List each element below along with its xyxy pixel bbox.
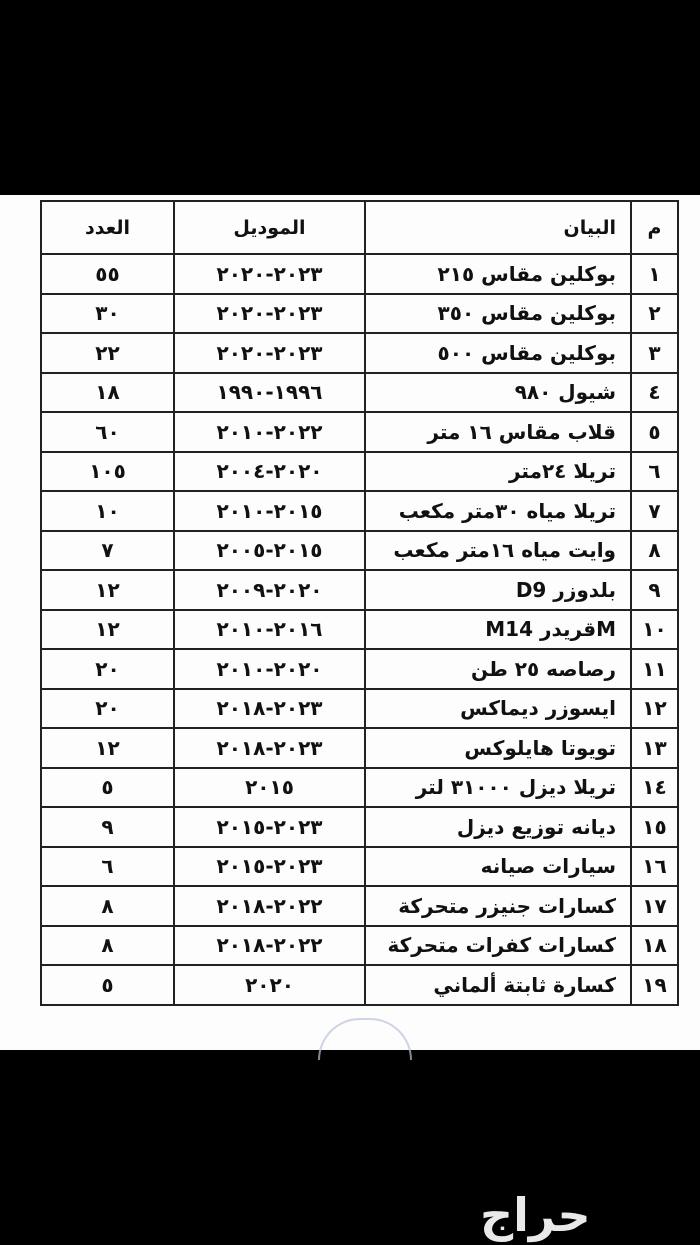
table-row <box>41 649 678 689</box>
row-description: بوكلين مقاس ٥٠٠ <box>365 333 631 373</box>
table-row <box>41 965 678 1005</box>
row-model: ٢٠٢٠ <box>174 965 365 1005</box>
row-description: سيارات صيانه <box>365 847 631 887</box>
row-count: ٦ <box>41 847 174 887</box>
row-description: بوكلين مقاس ٣٥٠ <box>365 294 631 334</box>
row-model: ٢٠٢٢-٢٠١٨ <box>174 926 365 966</box>
row-description: ديانه توزيع ديزل <box>365 807 631 847</box>
table-row <box>41 689 678 729</box>
row-description: تريلا مياه ٣٠متر مكعب <box>365 491 631 531</box>
table-row <box>41 728 678 768</box>
row-model: ٢٠٢٢-٢٠١٨ <box>174 886 365 926</box>
table-row <box>41 768 678 808</box>
table-row <box>41 333 678 373</box>
row-description: قلاب مقاس ١٦ متر <box>365 412 631 452</box>
header-index: م <box>631 201 678 254</box>
row-description: تريلا ٢٤متر <box>365 452 631 492</box>
row-description: Mقريدر M14 <box>365 610 631 650</box>
row-model: ٢٠٢٣-٢٠١٨ <box>174 689 365 729</box>
row-index: ٨ <box>631 531 678 571</box>
table-row <box>41 294 678 334</box>
row-count: ٣٠ <box>41 294 174 334</box>
row-model: ٢٠١٥-٢٠٠٥ <box>174 531 365 571</box>
table-row <box>41 847 678 887</box>
row-count: ٥٥ <box>41 254 174 294</box>
row-description: وايت مياه ١٦متر مكعب <box>365 531 631 571</box>
row-count: ٩ <box>41 807 174 847</box>
row-model: ٢٠٢٣-٢٠١٥ <box>174 847 365 887</box>
table-row <box>41 610 678 650</box>
table-row <box>41 926 678 966</box>
row-index: ١٨ <box>631 926 678 966</box>
row-index: ١٠ <box>631 610 678 650</box>
row-index: ١٢ <box>631 689 678 729</box>
row-description: بوكلين مقاس ٢١٥ <box>365 254 631 294</box>
header-count: العدد <box>41 201 174 254</box>
row-description: شيول ٩٨٠ <box>365 373 631 413</box>
row-model: ٢٠٢٠-٢٠٠٩ <box>174 570 365 610</box>
row-description: بلدوزر D9 <box>365 570 631 610</box>
table-row <box>41 570 678 610</box>
row-count: ٧ <box>41 531 174 571</box>
row-count: ٢٠ <box>41 649 174 689</box>
row-model: ٢٠٢٣-٢٠٢٠ <box>174 294 365 334</box>
header-description: البيان <box>365 201 631 254</box>
row-model: ٢٠١٦-٢٠١٠ <box>174 610 365 650</box>
row-index: ٦ <box>631 452 678 492</box>
row-index: ١ <box>631 254 678 294</box>
table-row <box>41 452 678 492</box>
table-row <box>41 412 678 452</box>
row-count: ٨ <box>41 926 174 966</box>
row-model: ٢٠٢٣-٢٠١٨ <box>174 728 365 768</box>
row-index: ١٣ <box>631 728 678 768</box>
row-count: ٢٠ <box>41 689 174 729</box>
table-row <box>41 807 678 847</box>
equipment-table <box>40 200 679 1006</box>
table-header-row <box>41 201 678 254</box>
row-count: ٥ <box>41 768 174 808</box>
row-index: ٣ <box>631 333 678 373</box>
table-row <box>41 531 678 571</box>
row-index: ١٩ <box>631 965 678 1005</box>
row-count: ٦٠ <box>41 412 174 452</box>
row-index: ١٦ <box>631 847 678 887</box>
row-count: ٢٢ <box>41 333 174 373</box>
row-index: ٢ <box>631 294 678 334</box>
header-model: الموديل <box>174 201 365 254</box>
row-count: ٥ <box>41 965 174 1005</box>
row-index: ٧ <box>631 491 678 531</box>
row-count: ١٠٥ <box>41 452 174 492</box>
row-count: ١٢ <box>41 610 174 650</box>
haraj-watermark-logo: حراج <box>480 1188 591 1242</box>
row-description: كسارات جنيزر متحركة <box>365 886 631 926</box>
row-index: ٥ <box>631 412 678 452</box>
row-index: ١٧ <box>631 886 678 926</box>
row-description: كسارات كفرات متحركة <box>365 926 631 966</box>
row-model: ٢٠٢٣-٢٠٢٠ <box>174 254 365 294</box>
row-index: ١٤ <box>631 768 678 808</box>
row-description: تريلا ديزل ٣١٠٠٠ لتر <box>365 768 631 808</box>
row-description: ايسوزر ديماكس <box>365 689 631 729</box>
row-count: ١٨ <box>41 373 174 413</box>
row-index: ٤ <box>631 373 678 413</box>
row-model: ٢٠٢٣-٢٠١٥ <box>174 807 365 847</box>
row-model: ٢٠١٥-٢٠١٠ <box>174 491 365 531</box>
table-row <box>41 886 678 926</box>
row-description: رصاصه ٢٥ طن <box>365 649 631 689</box>
row-index: ١٥ <box>631 807 678 847</box>
row-count: ١٢ <box>41 728 174 768</box>
table-row <box>41 491 678 531</box>
row-description: تويوتا هايلوكس <box>365 728 631 768</box>
row-count: ١٠ <box>41 491 174 531</box>
row-model: ٢٠٢٣-٢٠٢٠ <box>174 333 365 373</box>
row-index: ١١ <box>631 649 678 689</box>
row-model: ٢٠١٥ <box>174 768 365 808</box>
table-row <box>41 373 678 413</box>
row-count: ٨ <box>41 886 174 926</box>
row-index: ٩ <box>631 570 678 610</box>
row-count: ١٢ <box>41 570 174 610</box>
row-model: ٢٠٢٠-٢٠١٠ <box>174 649 365 689</box>
row-model: ١٩٩٦-١٩٩٠ <box>174 373 365 413</box>
row-description: كسارة ثابتة ألماني <box>365 965 631 1005</box>
row-model: ٢٠٢٠-٢٠٠٤ <box>174 452 365 492</box>
row-model: ٢٠٢٢-٢٠١٠ <box>174 412 365 452</box>
table-row <box>41 254 678 294</box>
